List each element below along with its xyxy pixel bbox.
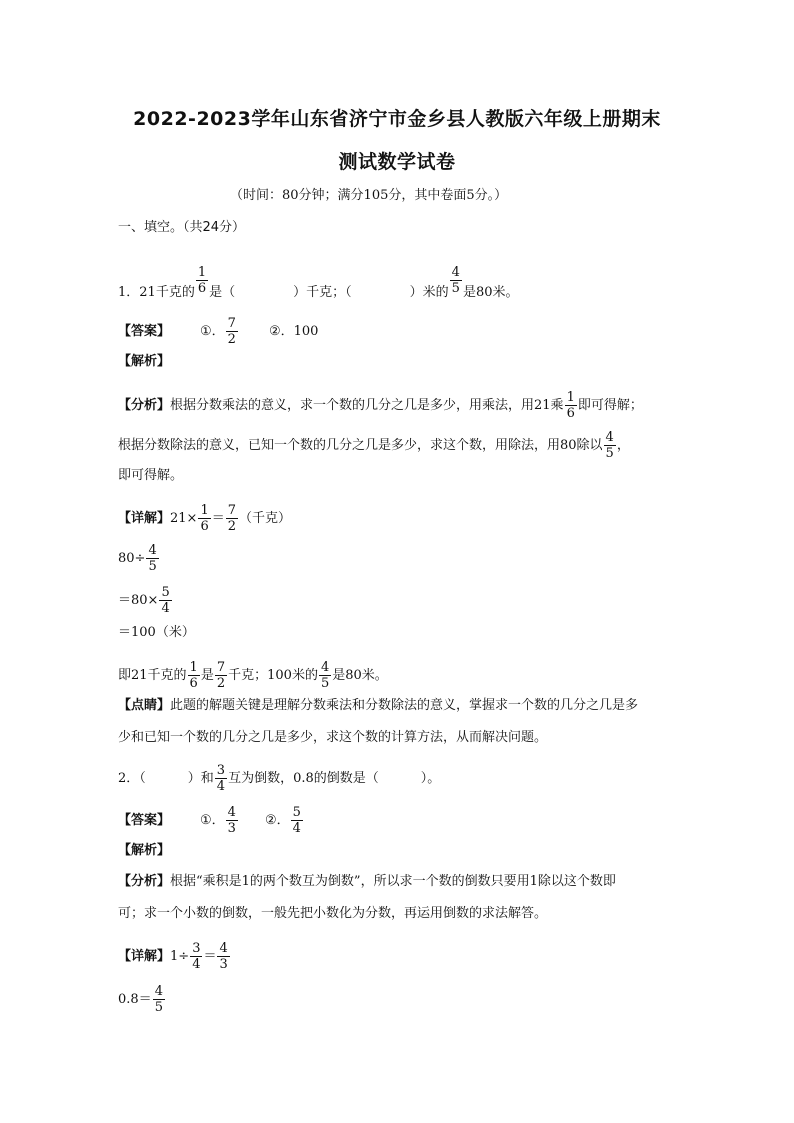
q1-answer: 【答案】 ①． $\frac{7}{2}$ ②．100 xyxy=(118,316,319,347)
fraction: $\frac{7}{2}$ xyxy=(216,660,226,691)
q2-analysis-line2: 可；求一个小数的倒数，一般先把小数化为分数，再运用倒数的求法解答。 xyxy=(118,906,548,921)
q2-analysis-line1: 【分析】根据“乘积是1的两个数互为倒数”，所以求一个数的倒数只要用1除以这个数即 xyxy=(118,874,616,889)
q1-detail-line3: ＝80× $\frac{5}{4}$ xyxy=(118,585,170,616)
q2-answer: 【答案】 ①． $\frac{4}{3}$ ②． $\frac{5}{4}$ xyxy=(118,805,301,836)
exam-subtitle: （时间：80分钟；满分105分，其中卷面5分。） xyxy=(230,188,508,203)
fraction: $\frac{1}{6}$ xyxy=(197,265,207,296)
q1-analysis-line3: 即可得解。 xyxy=(118,468,184,483)
q1-conclusion: 即21千克的 $\frac{1}{6}$ 是 $\frac{7}{2}$ 千克；100米的 $\frac{4}{5}$ 是80米。 xyxy=(118,660,388,691)
q1-analysis-line1: 【分析】根据分数乘法的意义，求一个数的几分之几是多少，用乘法，用21乘 $\frac{1}{6}$ 即可得解； xyxy=(118,390,643,421)
document-title-line2: 测试数学试卷 xyxy=(338,151,456,173)
fraction: $\frac{7}{2}$ xyxy=(227,316,236,347)
question-1: 1．21千克的 $\frac{1}{6}$ 是（ ）千克；（ ）米的 $\frac{4}{5}$ 是80米。 xyxy=(118,265,519,300)
q1-analysis-line2: 根据分数除法的意义，已知一个数的几分之几是多少，求这个数，用除法，用80除以 $\frac{4}{5}$ ， xyxy=(118,430,630,461)
q1-dianjing-line2: 少和已知一个数的几分之几是多少，求这个数的计算方法，从而解决问题。 xyxy=(118,730,548,745)
fraction: $\frac{4}{5}$ xyxy=(451,265,460,296)
fraction: $\frac{4}{5}$ xyxy=(148,543,157,574)
fraction: $\frac{1}{6}$ xyxy=(189,660,198,691)
fraction: $\frac{4}{5}$ xyxy=(320,660,330,691)
question-2: 2．（ ）和 $\frac{3}{4}$ 互为倒数，0.8的倒数是（ ）。 xyxy=(118,763,441,794)
q1-detail-line2: 80÷ $\frac{4}{5}$ xyxy=(118,543,157,574)
q1-dianjing-line1: 【点睛】此题的解题关键是理解分数乘法和分数除法的意义，掌握求一个数的几分之几是多 xyxy=(118,698,639,713)
fraction: $\frac{4}{5}$ xyxy=(154,984,163,1015)
fraction: $\frac{1}{6}$ xyxy=(566,390,575,421)
fraction: $\frac{5}{4}$ xyxy=(161,585,170,616)
fraction: $\frac{7}{2}$ xyxy=(227,503,237,534)
section-heading: 一、填空。（共24分） xyxy=(118,220,246,235)
fraction: $\frac{3}{4}$ xyxy=(216,763,226,794)
fraction: $\frac{3}{4}$ xyxy=(192,941,201,972)
fraction: $\frac{4}{5}$ xyxy=(605,430,614,461)
q1-detail-line1: 【详解】21× $\frac{1}{6}$ ＝ $\frac{7}{2}$ （千克） xyxy=(118,503,292,534)
fraction: $\frac{4}{3}$ xyxy=(227,805,236,836)
q1-jiexi: 【解析】 xyxy=(118,354,171,369)
q2-detail-line2: 0.8＝ $\frac{4}{5}$ xyxy=(118,984,163,1015)
fraction: $\frac{1}{6}$ xyxy=(200,503,209,534)
fraction: $\frac{5}{4}$ xyxy=(292,805,301,836)
q2-detail-line1: 【详解】1÷ $\frac{3}{4}$ ＝ $\frac{4}{3}$ xyxy=(118,941,228,972)
fraction: $\frac{4}{3}$ xyxy=(219,941,228,972)
document-title-line1: 2022-2023学年山东省济宁市金乡县人教版六年级上册期末 xyxy=(133,108,661,130)
q1-detail-line4: ＝100（米） xyxy=(118,625,195,640)
q2-jiexi: 【解析】 xyxy=(118,843,171,858)
